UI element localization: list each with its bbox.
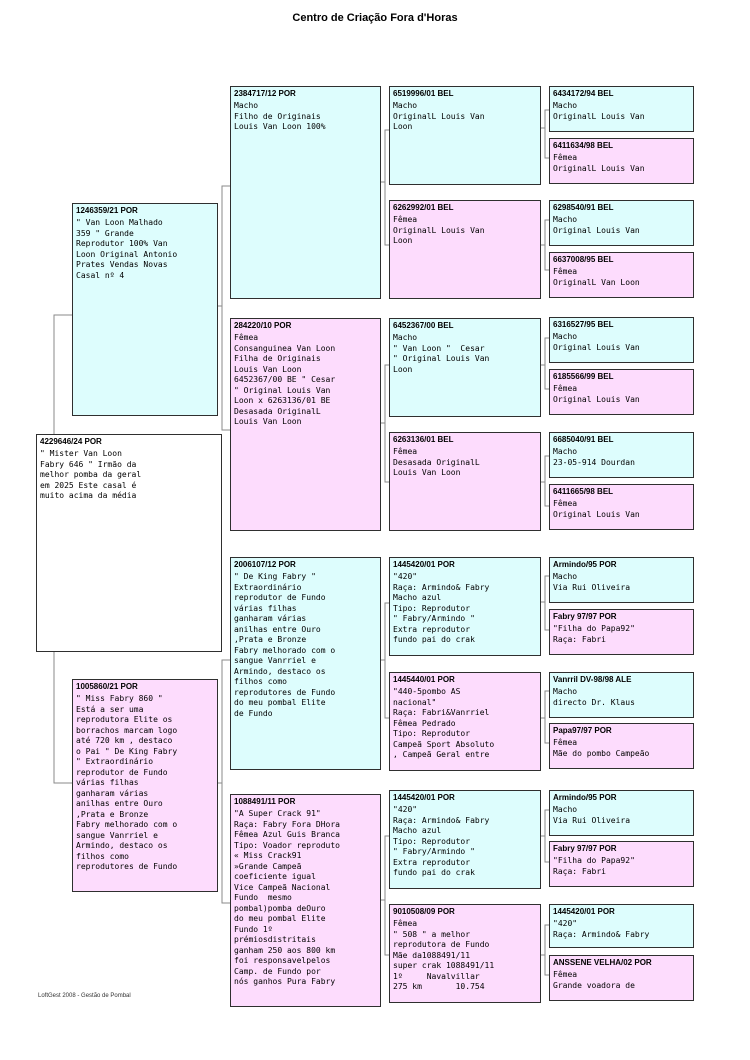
ring-id: Papa97/97 POR bbox=[553, 726, 612, 735]
gen5-card[interactable] bbox=[549, 723, 694, 769]
ring-id: 9010508/09 POR bbox=[393, 907, 455, 916]
description: Macho Filho de Originais Louis Van Loon 100% bbox=[234, 101, 326, 131]
gen4-card[interactable] bbox=[389, 432, 541, 531]
ring-id: 6263136/01 BEL bbox=[393, 435, 454, 444]
ring-id: 6637008/95 BEL bbox=[553, 255, 614, 264]
sire-description: " Van Loon Malhado 359 " Grande Reprodutor 100% Van Loon Original Antonio Prates Vendas Novas Casal nº 4 bbox=[76, 218, 178, 280]
ring-id: 6185566/99 BEL bbox=[553, 372, 614, 381]
ring-id: Fabry 97/97 POR bbox=[553, 612, 617, 621]
gen5-card[interactable] bbox=[549, 841, 694, 887]
description: Fêmea Original Louis Van bbox=[553, 499, 640, 519]
granddam-maternal-card[interactable] bbox=[230, 794, 381, 1007]
description: Macho Original Louis Van bbox=[553, 332, 640, 352]
gen5-card[interactable] bbox=[549, 955, 694, 1001]
page-title: Centro de Criação Fora d'Horas bbox=[292, 12, 458, 24]
description: "420" Raça: Armindo& Fabry Macho azul Tipo: Reprodutor " Fabry/Armindo " Extra reprodutor fundo pai do crak bbox=[393, 805, 490, 877]
gen4-card[interactable] bbox=[389, 200, 541, 299]
description: "Filha do Papa92" Raça: Fabri bbox=[553, 856, 635, 876]
ring-id: Vanrril DV-98/98 ALE bbox=[553, 675, 632, 684]
gen5-card[interactable] bbox=[549, 432, 694, 478]
gen5-card[interactable] bbox=[549, 369, 694, 415]
description: Fêmea Original Louis Van bbox=[553, 384, 640, 404]
description: "420" Raça: Armindo& Fabry Macho azul Tipo: Reprodutor " Fabry/Armindo " Extra reprodutor fundo pai do crak bbox=[393, 572, 490, 644]
description: Macho OriginalL Louis Van Loon bbox=[393, 101, 485, 131]
description: Fêmea OriginalL Louis Van bbox=[553, 153, 645, 173]
ring-id: 6298540/91 BEL bbox=[553, 203, 614, 212]
gen4-card[interactable] bbox=[389, 86, 541, 185]
gen5-card[interactable] bbox=[549, 790, 694, 836]
dam-description: " Miss Fabry 860 " Está a ser uma reprodutora Elite os borrachos marcam logo até 720 km , destaco o Pai " De King Fabry " Extraordinário reprodutor de Fundo várias filhas ganharam várias anilhas entre Ouro ,Prata e Bronze Fabry melhorado com o sangue Vanrriel e Armindo, destaco os filhos como reprodutores de Fundo bbox=[76, 694, 178, 871]
subject-card[interactable] bbox=[36, 434, 222, 652]
description: Fêmea Mãe do pombo Campeão bbox=[553, 738, 650, 758]
description: Fêmea Desasada OriginalL Louis Van Loon bbox=[393, 447, 480, 477]
gen5-card[interactable] bbox=[549, 86, 694, 132]
subject-description: " Mister Van Loon Fabry 646 " Irmão da melhor pomba da geral em 2025 Este casal é muito acima da média bbox=[40, 449, 142, 500]
description: Macho OriginalL Louis Van bbox=[553, 101, 645, 121]
gen4-card[interactable] bbox=[389, 672, 541, 771]
granddam-paternal-card[interactable] bbox=[230, 318, 381, 531]
gen5-card[interactable] bbox=[549, 317, 694, 363]
ring-id: 1445440/01 POR bbox=[393, 675, 455, 684]
ring-id: 6434172/94 BEL bbox=[553, 89, 614, 98]
ring-id: 6685040/91 BEL bbox=[553, 435, 614, 444]
ring-id: Armindo/95 POR bbox=[553, 793, 617, 802]
ring-id: 2384717/12 POR bbox=[234, 89, 296, 98]
ring-id: 1445420/01 POR bbox=[553, 907, 615, 916]
gen4-card[interactable] bbox=[389, 557, 541, 656]
description: Macho Via Rui Oliveira bbox=[553, 805, 631, 825]
description: Macho " Van Loon " Cesar " Original Louis Van Loon bbox=[393, 333, 490, 374]
ring-id: 284220/10 POR bbox=[234, 321, 292, 330]
ring-id: 1445420/01 POR bbox=[393, 793, 455, 802]
ring-id: 6262992/01 BEL bbox=[393, 203, 454, 212]
description: Fêmea " 508 " a melhor reprodutora de Fundo Mãe da1088491/11 super crak 1088491/11 1º Navalvillar 275 km 10.754 bbox=[393, 919, 495, 991]
gen5-card[interactable] bbox=[549, 138, 694, 184]
description: Fêmea Consanguinea Van Loon Filha de Originais Louis Van Loon 6452367/00 BE " Cesar " Original Louis Van Loon x 6263136/01 BE Desasada OriginalL Louis Van Loon bbox=[234, 333, 336, 426]
description: " De King Fabry " Extraordinário reprodutor de Fundo várias filhas ganharam várias anilhas entre Ouro ,Prata e Bronze Fabry melhorado com o sangue Vanrriel e Armindo, destaco os filhos como reprodutores de Fundo do meu pombal Elite de Fundo bbox=[234, 572, 336, 718]
footer-credit: LoftGest 2008 - Gestão de Pombal bbox=[38, 993, 131, 999]
ring-id: 1088491/11 POR bbox=[234, 797, 296, 806]
description: "420" Raça: Armindo& Fabry bbox=[553, 919, 650, 939]
description: Fêmea Grande voadora de bbox=[553, 970, 635, 990]
gen4-card[interactable] bbox=[389, 318, 541, 417]
ring-id: 2006107/12 POR bbox=[234, 560, 296, 569]
description: Macho Original Louis Van bbox=[553, 215, 640, 235]
gen4-card[interactable] bbox=[389, 790, 541, 889]
description: Macho Via Rui Oliveira bbox=[553, 572, 631, 592]
description: "Filha do Papa92" Raça: Fabri bbox=[553, 624, 635, 644]
gen5-card[interactable] bbox=[549, 200, 694, 246]
gen5-card[interactable] bbox=[549, 557, 694, 603]
sire-ring-id: 1246359/21 POR bbox=[76, 206, 138, 215]
ring-id: 6411634/98 BEL bbox=[553, 141, 614, 150]
gen5-card[interactable] bbox=[549, 904, 694, 948]
grandsire-paternal-card[interactable] bbox=[230, 86, 381, 299]
description: Macho directo Dr. Klaus bbox=[553, 687, 635, 707]
ring-id: 6519996/01 BEL bbox=[393, 89, 454, 98]
gen5-card[interactable] bbox=[549, 252, 694, 298]
gen5-card[interactable] bbox=[549, 609, 694, 655]
ring-id: 6316527/95 BEL bbox=[553, 320, 614, 329]
ring-id: ANSSENE VELHA/02 POR bbox=[553, 958, 652, 967]
ring-id: 1445420/01 POR bbox=[393, 560, 455, 569]
ring-id: Fabry 97/97 POR bbox=[553, 844, 617, 853]
description: Fêmea OriginalL Louis Van Loon bbox=[393, 215, 485, 245]
ring-id: 6452367/00 BEL bbox=[393, 321, 454, 330]
subject-ring-id: 4229646/24 POR bbox=[40, 437, 102, 446]
gen4-card[interactable] bbox=[389, 904, 541, 1003]
description: "A Super Crack 91" Raça: Fabry Fora DHora Fêmea Azul Guis Branca Tipo: Voador reproduto « Miss Crack91 »Grande Campeã coeficiente igual Vice Campeã Nacional Fundo mesmo pombal)pomba deOuro do meu pombal Elite Fundo 1º prémiosdistritais ganham 250 aos 800 km foi responsavelpelos Camp. de Fundo por nós ganhos Pura Fabry bbox=[234, 809, 340, 986]
description: "440-5pombo AS nacional" Raça: Fabri&Vanrriel Fêmea Pedrado Tipo: Reprodutor Campeã Sport Absoluto , Campeã Geral entre bbox=[393, 687, 495, 759]
grandsire-maternal-card[interactable] bbox=[230, 557, 381, 770]
dam-card[interactable] bbox=[72, 679, 218, 892]
sire-card[interactable] bbox=[72, 203, 218, 416]
gen5-card[interactable] bbox=[549, 672, 694, 718]
description: Macho 23-05-914 Dourdan bbox=[553, 447, 635, 467]
description: Fêmea OriginalL Van Loon bbox=[553, 267, 640, 287]
gen5-card[interactable] bbox=[549, 484, 694, 530]
ring-id: 6411665/98 BEL bbox=[553, 487, 614, 496]
dam-ring-id: 1005860/21 POR bbox=[76, 682, 138, 691]
ring-id: Armindo/95 POR bbox=[553, 560, 617, 569]
